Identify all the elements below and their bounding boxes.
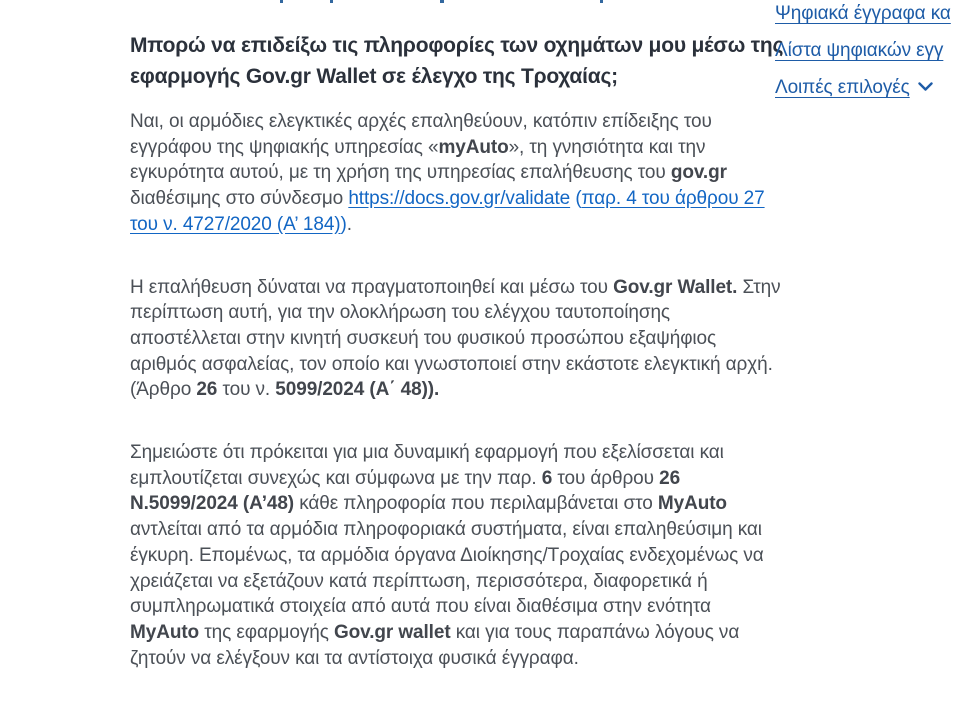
text-segment: 5099/2024 (Α΄ 48)).: [275, 379, 440, 401]
text-segment: 26: [196, 379, 218, 401]
text-segment: Σημειώστε ότι πρόκειται για μια δυναμική εφαρμογή που εξελίσσεται και εμπλουτίζεται συνεχώς και σύμφωνα με την παρ.: [130, 442, 724, 489]
chevron-down-icon: [918, 82, 933, 92]
text-segment: και για τους παραπάνω λόγους να ζητούν να ελέγξουν και τα αντίστοιχα φυσικά έγγραφα.: [130, 621, 740, 669]
sidebar-link-digital-documents[interactable]: Ψηφιακά έγγραφα κα: [775, 3, 951, 24]
sidebar: [775, 3, 968, 114]
text-segment: .: [346, 213, 352, 235]
sidebar-link-digital-documents-list[interactable]: Λίστα ψηφιακών εγγ: [775, 40, 944, 61]
faq-answer-paragraph: [130, 275, 782, 404]
text-segment: », τη γνησιότητα και την εγκυρότητα αυτού, με τη χρήση της υπηρεσίας επαλήθευσης του: [130, 136, 706, 184]
text-segment: 26 Ν.5099/2024 (Α’48): [130, 467, 681, 515]
text-segment: του άρθρου: [552, 467, 660, 489]
text-segment: gov.gr: [670, 162, 727, 184]
validate-url-link[interactable]: https://docs.gov.gr/validate: [348, 188, 571, 210]
text-segment: της εφαρμογής: [199, 621, 334, 643]
text-segment: Στην περίπτωση αυτή, για την ολοκλήρωση του ελέγχου ταυτοποίησης αποστέλλεται στην κινητή συσκευή του φυσικού προσώπου εξαψήφιος αριθμός ασφαλείας, τον οποίο και γνωστοποιεί στην εκάστοτε ελεγκτική αρχή. (Άρθρο: [130, 276, 781, 401]
main-content: [130, 0, 782, 671]
faq-answer-paragraph: [130, 109, 782, 238]
text-segment: ): [340, 213, 347, 235]
text-segment: MyAuto: [657, 493, 727, 515]
text-segment: κάθε πληροφορία που περιλαμβάνεται στο: [294, 493, 658, 515]
sidebar-link-more-options-label: Λοιπές επιλογές: [775, 77, 910, 98]
faq-answer-paragraph: [130, 440, 782, 671]
sidebar-link-more-options[interactable]: [775, 77, 968, 98]
law-reference-link[interactable]: παρ. 4 του άρθρου 27 του ν. 4727/2020 (Α’ 184): [130, 188, 765, 235]
text-segment: του ν.: [217, 379, 276, 401]
text-segment: myAuto: [438, 136, 509, 158]
faq-answer: [130, 109, 782, 671]
faq-question-heading: Μπορώ να επιδείξω τις πληροφορίες των οχημάτων μου μέσω της εφαρμογής Gov.gr Wallet σε έλεγχο της Τροχαίας;: [130, 34, 784, 88]
text-segment: 6: [541, 467, 553, 489]
text-segment: διαθέσιμης στο σύνδεσμο: [130, 188, 349, 210]
text-segment: Gov.gr wallet: [333, 621, 451, 643]
text-segment: MyAuto: [130, 621, 200, 643]
text-segment: Ναι, οι αρμόδιες ελεγκτικές αρχές επαληθεύουν, κατόπιν επίδειξης του εγγράφου της ψηφιακής υπηρεσίας «: [130, 111, 712, 158]
text-segment: Η επαλήθευση δύναται να πραγματοποιηθεί και μέσω του: [130, 276, 614, 298]
text-segment: Gov.gr Wallet.: [613, 276, 738, 298]
text-segment: (: [575, 188, 582, 210]
text-segment: αντλείται από τα αρμόδια πληροφοριακά συστήματα, είναι επαληθεύσιμη και έγκυρη. Επομένως, τα αρμόδια όργανα Διοίκησης/Τροχαίας ενδεχομένως να χρειάζεται να εξετάζουν κατά περίπτωση, περισσότερα, διαφορετικά ή συμπληρωματικά στοιχεία από αυτά που είναι διαθέσιμα στην ενότητα: [130, 519, 764, 618]
